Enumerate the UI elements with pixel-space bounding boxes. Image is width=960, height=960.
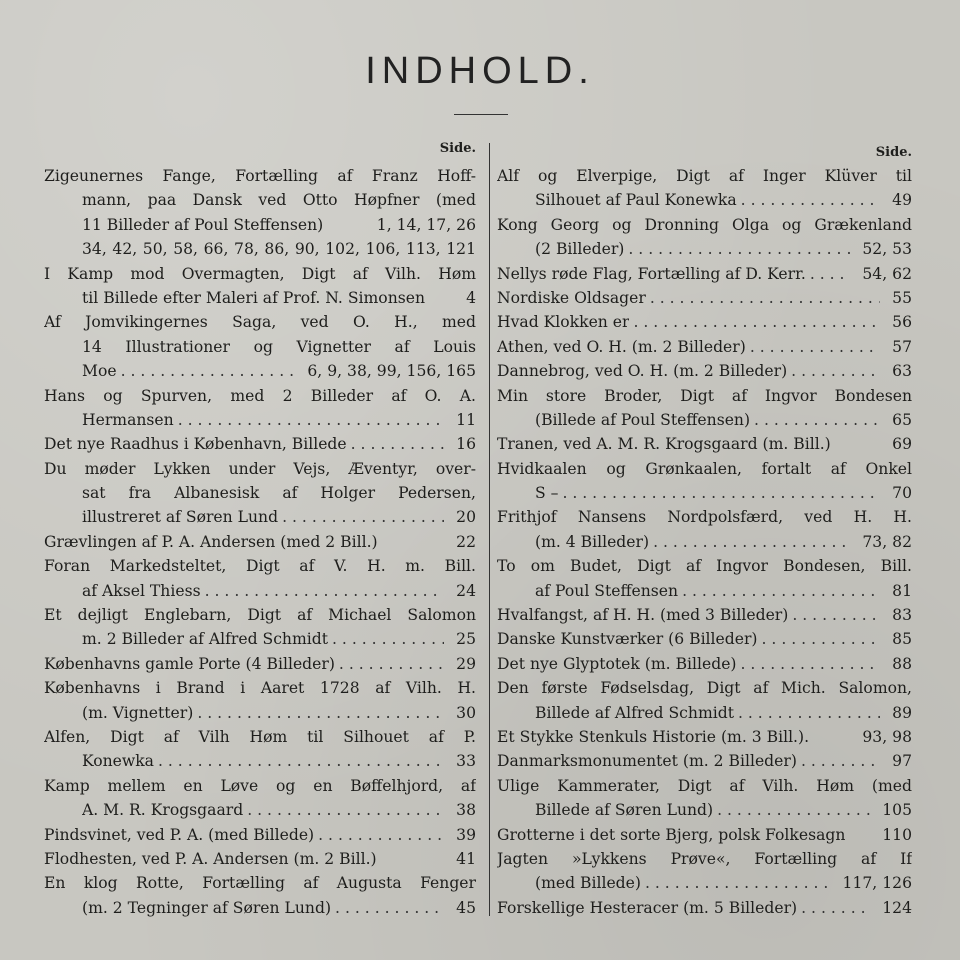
toc-entry[interactable] bbox=[497, 676, 912, 725]
page-number: 88 bbox=[892, 654, 912, 673]
toc-entry[interactable] bbox=[44, 432, 476, 456]
toc-entry[interactable] bbox=[497, 725, 912, 749]
toc-entry-line bbox=[497, 335, 912, 359]
toc-entry-line bbox=[497, 432, 912, 456]
entry-title-text: Af Jomvikingernes Saga, ved O. H., med bbox=[44, 313, 476, 332]
page-number: 55 bbox=[892, 288, 912, 307]
entry-title-text: To om Budet, Digt af Ingvor Bondesen, Bill. bbox=[497, 557, 912, 576]
toc-entry-line bbox=[44, 237, 476, 261]
dot-leader bbox=[792, 603, 880, 627]
toc-entry-line bbox=[44, 871, 476, 895]
toc-entry-line bbox=[44, 798, 476, 822]
entry-title-text: af Poul Steffensen bbox=[535, 581, 679, 600]
toc-entry[interactable] bbox=[44, 164, 476, 262]
title-rule bbox=[454, 114, 508, 115]
toc-entry-line bbox=[497, 627, 912, 651]
entry-title-text: Hvad Klokken er bbox=[497, 313, 630, 332]
toc-entry-line bbox=[44, 457, 476, 481]
dot-leader bbox=[791, 359, 880, 383]
toc-entry-line bbox=[44, 481, 476, 505]
dot-leader bbox=[741, 188, 880, 212]
entry-title-text: Nordiske Oldsager bbox=[497, 288, 646, 307]
toc-entry[interactable] bbox=[44, 262, 476, 311]
toc-entry-line bbox=[44, 676, 476, 700]
toc-entries bbox=[44, 164, 476, 920]
dot-leader bbox=[633, 310, 880, 334]
toc-entry[interactable] bbox=[497, 823, 912, 847]
toc-entry-line bbox=[497, 213, 912, 237]
entry-title-text: Silhouet af Paul Konewka bbox=[535, 191, 737, 210]
toc-entry-line bbox=[497, 579, 912, 603]
toc-entry[interactable] bbox=[497, 432, 912, 456]
toc-entry[interactable] bbox=[44, 530, 476, 554]
toc-entry[interactable] bbox=[44, 457, 476, 530]
page-title: INDHOLD. bbox=[365, 50, 595, 92]
toc-entry-line bbox=[44, 652, 476, 676]
toc-entry[interactable] bbox=[497, 627, 912, 651]
entry-title-text: Hvidkaalen og Grønkaalen, fortalt af Onkel bbox=[497, 459, 912, 478]
toc-entry-line bbox=[497, 823, 912, 847]
toc-entry-line bbox=[44, 725, 476, 749]
page-number: 22 bbox=[456, 532, 476, 551]
entry-title-text: Ulige Kammerater, Digt af Vilh. Høm (med bbox=[497, 776, 912, 795]
toc-entry[interactable] bbox=[497, 896, 912, 920]
entry-title-text: S – bbox=[535, 484, 559, 503]
page-number: 105 bbox=[882, 801, 912, 820]
toc-entry-line bbox=[44, 213, 476, 237]
entry-title-text: Athen, ved O. H. (m. 2 Billeder) bbox=[497, 337, 746, 356]
page-number: 93, 98 bbox=[862, 727, 912, 746]
page-number: 81 bbox=[892, 581, 912, 600]
page-number: 4 bbox=[466, 288, 476, 307]
dot-leader bbox=[351, 432, 445, 456]
dot-leader bbox=[178, 408, 444, 432]
page-number: 73, 82 bbox=[862, 532, 912, 551]
dot-leader bbox=[335, 896, 444, 920]
page-number: 30 bbox=[456, 703, 476, 722]
toc-entry[interactable] bbox=[497, 310, 912, 334]
entry-title-text: Dannebrog, ved O. H. (m. 2 Billeder) bbox=[497, 362, 788, 381]
toc-entry-line bbox=[497, 359, 912, 383]
toc-entry[interactable] bbox=[44, 652, 476, 676]
toc-entry-line bbox=[497, 457, 912, 481]
side-label: Side. bbox=[875, 145, 912, 160]
toc-left-column bbox=[44, 140, 476, 920]
toc-entry-line bbox=[497, 774, 912, 798]
dot-leader bbox=[741, 652, 881, 676]
entry-title-text: Billede af Alfred Schmidt bbox=[535, 703, 734, 722]
toc-right-column bbox=[497, 140, 912, 920]
toc-entry[interactable] bbox=[44, 725, 476, 774]
entry-title-text: Alf og Elverpige, Digt af Inger Klüver til bbox=[497, 167, 912, 185]
page-number: 16 bbox=[456, 435, 476, 454]
page-number: 54, 62 bbox=[862, 264, 912, 283]
page-number: 65 bbox=[892, 410, 912, 429]
dot-leader bbox=[717, 798, 870, 822]
page-number: 20 bbox=[456, 508, 476, 527]
toc-entry[interactable] bbox=[497, 554, 912, 603]
toc-entry-line bbox=[44, 774, 476, 798]
dot-leader bbox=[318, 823, 444, 847]
dot-leader bbox=[562, 481, 880, 505]
entry-title-text: Den første Fødselsdag, Digt af Mich. Salomon, bbox=[497, 679, 912, 698]
toc-entry[interactable] bbox=[44, 774, 476, 823]
page-number: 24 bbox=[456, 581, 476, 600]
entry-title-text: (med Billede) bbox=[535, 874, 641, 893]
toc-entry-line bbox=[497, 481, 912, 505]
toc-entry[interactable] bbox=[497, 262, 912, 286]
toc-entry[interactable] bbox=[497, 652, 912, 676]
entry-title-text: Tranen, ved A. M. R. Krogsgaard (m. Bill.) bbox=[497, 435, 831, 454]
toc-entry[interactable] bbox=[497, 505, 912, 554]
toc-entry-line bbox=[497, 505, 912, 529]
toc-entry[interactable] bbox=[497, 603, 912, 627]
toc-entry[interactable] bbox=[497, 384, 912, 433]
page-number: 85 bbox=[892, 630, 912, 649]
dot-leader bbox=[682, 579, 880, 603]
entry-title-text: Københavns i Brand i Aaret 1728 af Vilh. H. bbox=[44, 679, 476, 698]
entry-title-text: Danske Kunstværker (6 Billeder) bbox=[497, 630, 758, 649]
dot-leader bbox=[282, 505, 444, 529]
entry-title-text: Det nye Glyptotek (m. Billede) bbox=[497, 654, 737, 673]
toc-entry-line bbox=[497, 286, 912, 310]
page-number: 63 bbox=[892, 362, 912, 381]
entry-title-text: Kong Georg og Dronning Olga og Grækenland bbox=[497, 215, 912, 234]
toc-entry-line bbox=[44, 335, 476, 359]
entry-title-text: Et Stykke Stenkuls Historie (m. 3 Bill.). bbox=[497, 727, 810, 746]
page-number: 49 bbox=[892, 191, 912, 210]
dot-leader bbox=[801, 749, 880, 773]
toc-entry-line bbox=[497, 871, 912, 895]
dot-leader bbox=[738, 701, 880, 725]
dot-leader bbox=[650, 286, 880, 310]
column-divider bbox=[489, 143, 490, 916]
page-number: 57 bbox=[892, 337, 912, 356]
entry-title-text: Billede af Søren Lund) bbox=[535, 801, 714, 820]
entry-title-text: mann, paa Dansk ved Otto Høpfner (med bbox=[82, 191, 476, 210]
page-number: 41 bbox=[456, 849, 476, 868]
entry-title-text: (m. 2 Tegninger af Søren Lund) bbox=[82, 898, 332, 917]
page-number: 70 bbox=[892, 484, 912, 503]
toc-entry[interactable] bbox=[497, 774, 912, 823]
entry-title-text: Forskellige Hesteracer (m. 5 Billeder) bbox=[497, 898, 798, 917]
toc-entry-line bbox=[44, 164, 476, 188]
toc-entry[interactable] bbox=[44, 847, 476, 871]
dot-leader bbox=[653, 530, 850, 554]
entry-title-text: A. M. R. Krogsgaard bbox=[82, 801, 244, 820]
entry-title-text: (m. 4 Billeder) bbox=[535, 532, 650, 551]
page-number: 56 bbox=[892, 313, 912, 332]
page-number: 69 bbox=[892, 435, 912, 454]
page-number: 45 bbox=[456, 898, 476, 917]
dot-leader bbox=[801, 896, 870, 920]
entry-title-text: (2 Billeder) bbox=[535, 240, 625, 259]
toc-entry-line bbox=[497, 847, 912, 871]
toc-entry-line bbox=[44, 286, 476, 310]
dot-leader bbox=[158, 749, 444, 773]
entry-title-text: illustreret af Søren Lund bbox=[82, 508, 279, 527]
toc-entry-line bbox=[497, 652, 912, 676]
toc-entry-line bbox=[497, 262, 912, 286]
page-number: 1, 14, 17, 26 bbox=[376, 215, 476, 234]
page-number: 124 bbox=[882, 898, 912, 917]
toc-entry[interactable] bbox=[44, 384, 476, 433]
toc-entry-line bbox=[44, 505, 476, 529]
toc-entry-line bbox=[497, 554, 912, 578]
page-number: 110 bbox=[882, 825, 912, 844]
entry-title-text: Det nye Raadhus i København, Billede bbox=[44, 435, 347, 454]
entry-title-text: Du møder Lykken under Vejs, Æventyr, over- bbox=[44, 459, 476, 478]
entry-title-text: Zigeunernes Fange, Fortælling af Franz Hoff- bbox=[44, 167, 476, 185]
entry-title-text: Nellys røde Flag, Fortælling af D. Kerr. bbox=[497, 264, 806, 283]
dot-leader bbox=[750, 335, 880, 359]
toc-entry-line bbox=[44, 310, 476, 334]
toc-entries bbox=[497, 164, 912, 920]
toc-entry-line bbox=[497, 725, 912, 749]
dot-leader bbox=[205, 579, 445, 603]
entry-title-text: Et dejligt Englebarn, Digt af Michael Salomon bbox=[44, 606, 476, 625]
entry-title-text: Jagten »Lykkens Prøve«, Fortælling af If bbox=[497, 849, 912, 868]
entry-title-text: sat fra Albanesisk af Holger Pedersen, bbox=[82, 484, 476, 503]
toc-entry-line bbox=[497, 701, 912, 725]
toc-entry-line bbox=[497, 384, 912, 408]
page-number: 25 bbox=[456, 630, 476, 649]
toc-entry-line bbox=[44, 701, 476, 725]
page-number: 117, 126 bbox=[842, 874, 912, 893]
page-number: 29 bbox=[456, 654, 476, 673]
toc-entry[interactable] bbox=[497, 335, 912, 359]
toc-entry[interactable] bbox=[497, 164, 912, 213]
entry-title-text: af Aksel Thiess bbox=[82, 581, 201, 600]
toc-entry-line bbox=[497, 530, 912, 554]
entry-title-text: Foran Markedsteltet, Digt af V. H. m. Bill. bbox=[44, 557, 476, 576]
entry-title-text: til Billede efter Maleri af Prof. N. Simonsen bbox=[82, 288, 426, 307]
page-number: 6, 9, 38, 99, 156, 165 bbox=[307, 362, 476, 381]
toc-entry[interactable] bbox=[44, 823, 476, 847]
toc-entry-line bbox=[497, 164, 912, 188]
dot-leader bbox=[762, 627, 881, 651]
entry-title-text: Danmarksmonumentet (m. 2 Billeder) bbox=[497, 752, 797, 771]
toc-entry[interactable] bbox=[497, 847, 912, 896]
page-number: 97 bbox=[892, 752, 912, 771]
entry-title-text: Kamp mellem en Løve og en Bøffelhjord, af bbox=[44, 776, 476, 795]
entry-title-text: (m. Vignetter) bbox=[82, 703, 194, 722]
toc-entry-line bbox=[44, 188, 476, 212]
toc-entry-line bbox=[44, 554, 476, 578]
toc-entry-line bbox=[44, 408, 476, 432]
toc-entry-line bbox=[497, 676, 912, 700]
entry-title-text: Frithjof Nansens Nordpolsfærd, ved H. H. bbox=[497, 508, 912, 527]
entry-title-text: Konewka bbox=[82, 752, 154, 771]
toc-entry[interactable] bbox=[497, 457, 912, 506]
toc-entry-line bbox=[497, 310, 912, 334]
toc-entry[interactable] bbox=[497, 359, 912, 383]
entry-title-text: Flodhesten, ved P. A. Andersen (m. 2 Bill.) bbox=[44, 849, 377, 868]
dot-leader bbox=[121, 359, 296, 383]
page-number: 38 bbox=[456, 801, 476, 820]
dot-leader bbox=[645, 871, 831, 895]
dot-leader bbox=[197, 701, 444, 725]
toc-entry-line bbox=[497, 749, 912, 773]
entry-title-text: Hvalfangst, af H. H. (med 3 Billeder) bbox=[497, 606, 789, 625]
toc-entry-line bbox=[44, 896, 476, 920]
toc-entry-line bbox=[44, 749, 476, 773]
entry-title-text: m. 2 Billeder af Alfred Schmidt bbox=[82, 630, 328, 649]
entry-title-text: I Kamp mod Overmagten, Digt af Vilh. Høm bbox=[44, 264, 476, 283]
toc-entry-line bbox=[44, 262, 476, 286]
entry-title-text: Pindsvinet, ved P. A. (med Billede) bbox=[44, 825, 315, 844]
dot-leader bbox=[628, 237, 850, 261]
toc-entry-line bbox=[44, 432, 476, 456]
entry-title-text: (Billede af Poul Steffensen) bbox=[535, 410, 751, 429]
toc-entry-line bbox=[497, 408, 912, 432]
dot-leader bbox=[339, 652, 444, 676]
entry-title-text: 11 Billeder af Poul Steffensen) bbox=[82, 215, 324, 234]
entry-title-text: Moe bbox=[82, 362, 117, 381]
toc-entry[interactable] bbox=[44, 676, 476, 725]
toc-entry-line bbox=[497, 188, 912, 212]
entry-title-text: Alfen, Digt af Vilh Høm til Silhouet af P. bbox=[44, 727, 476, 746]
dot-leader bbox=[247, 798, 444, 822]
dot-leader bbox=[332, 627, 444, 651]
toc-entry[interactable] bbox=[497, 749, 912, 773]
toc-entry-line bbox=[44, 359, 476, 383]
toc-entry-line bbox=[44, 384, 476, 408]
side-label: Side. bbox=[439, 141, 476, 156]
entry-title-text: Min store Broder, Digt af Ingvor Bondesen bbox=[497, 386, 912, 405]
toc-entry-line bbox=[44, 579, 476, 603]
entry-title-text: Grotterne i det sorte Bjerg, polsk Folkesagn bbox=[497, 825, 846, 844]
toc-entry[interactable] bbox=[497, 286, 912, 310]
toc-entry-line bbox=[44, 823, 476, 847]
toc-entry-line bbox=[497, 798, 912, 822]
entry-title-text: Hans og Spurven, med 2 Billeder af O. A. bbox=[44, 386, 476, 405]
toc-entry[interactable] bbox=[44, 310, 476, 383]
page-number: 33 bbox=[456, 752, 476, 771]
entry-title-text: En klog Rotte, Fortælling af Augusta Fenger bbox=[44, 874, 476, 893]
toc-entry[interactable] bbox=[497, 213, 912, 262]
toc-entry-line bbox=[44, 603, 476, 627]
toc-entry[interactable] bbox=[44, 554, 476, 603]
toc-entry-line bbox=[497, 896, 912, 920]
page-number: 89 bbox=[892, 703, 912, 722]
dot-leader bbox=[754, 408, 880, 432]
page-number: 11 bbox=[456, 410, 476, 429]
toc-entry[interactable] bbox=[44, 871, 476, 920]
page-number: 39 bbox=[456, 825, 476, 844]
page-numbers: 34, 42, 50, 58, 66, 78, 86, 90, 102, 106, 113, 121 bbox=[82, 240, 476, 259]
toc-entry-line bbox=[497, 603, 912, 627]
toc-entry-line bbox=[497, 237, 912, 261]
entry-title-text: Grævlingen af P. A. Andersen (med 2 Bill.) bbox=[44, 532, 378, 551]
dot-leader bbox=[810, 262, 851, 286]
page-number: 83 bbox=[892, 606, 912, 625]
page-number: 52, 53 bbox=[862, 240, 912, 259]
entry-title-text: Københavns gamle Porte (4 Billeder) bbox=[44, 654, 335, 673]
entry-title-text: 14 Illustrationer og Vignetter af Louis bbox=[82, 337, 476, 356]
toc-entry-line bbox=[44, 530, 476, 554]
entry-title-text: Hermansen bbox=[82, 410, 174, 429]
toc-entry[interactable] bbox=[44, 603, 476, 652]
toc-entry-line bbox=[44, 627, 476, 651]
toc-entry-line bbox=[44, 847, 476, 871]
